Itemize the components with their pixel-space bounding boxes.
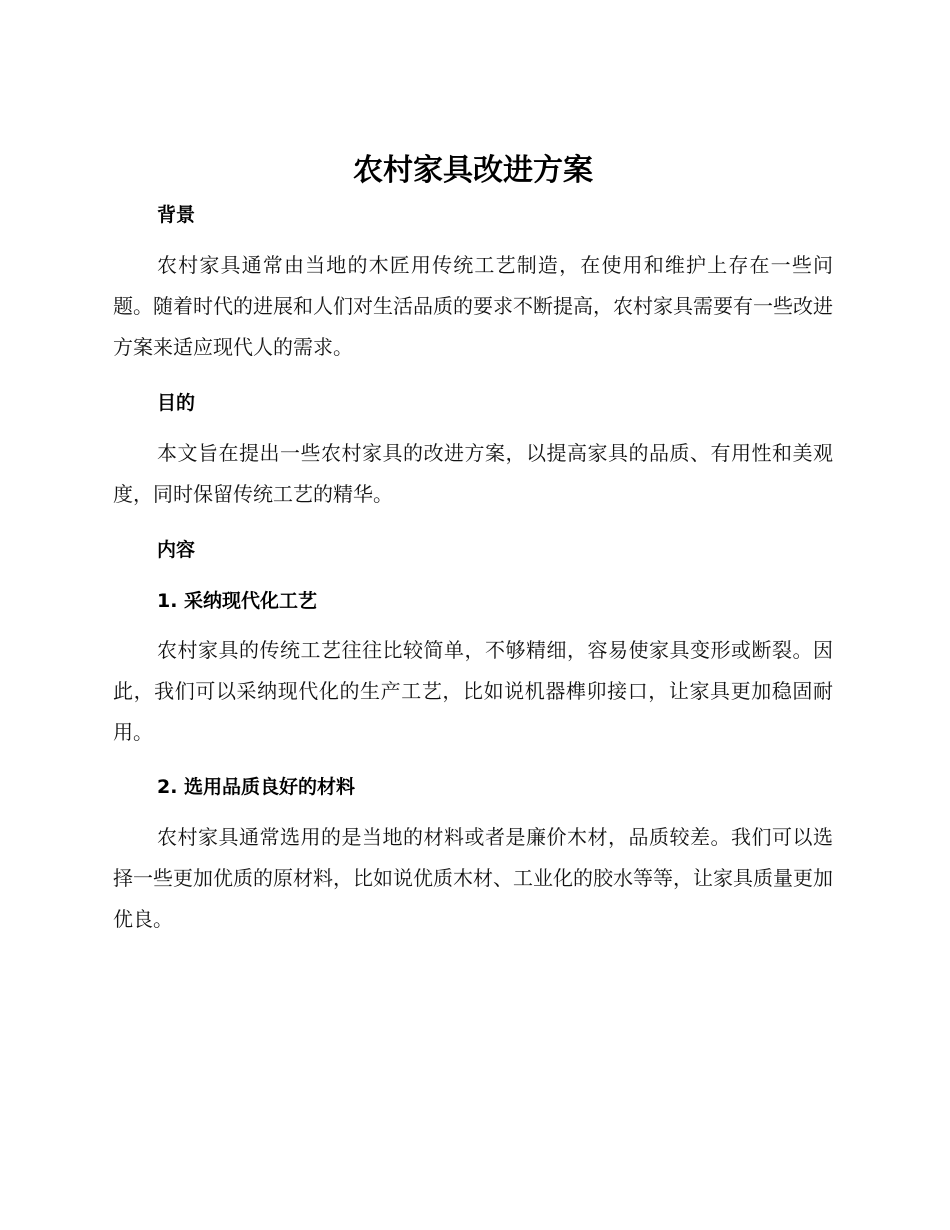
paragraph-purpose: 本文旨在提出一些农村家具的改进方案，以提高家具的品质、有用性和美观度，同时保留传统工艺的精华。: [113, 441, 833, 506]
paragraph-background: 农村家具通常由当地的木匠用传统工艺制造，在使用和维护上存在一些问题。随着时代的进展和人们对生活品质的要求不断提高，农村家具需要有一些改进方案来适应现代人的需求。: [113, 253, 833, 359]
section-heading-content: 内容: [157, 539, 196, 561]
subsection-heading-quality-materials: 2. 选用品质良好的材料: [157, 776, 356, 798]
document-title: 农村家具改进方案: [353, 153, 593, 188]
paragraph-quality-materials: 农村家具通常选用的是当地的材料或者是廉价木材，品质较差。我们可以选择一些更加优质的原材料，比如说优质木材、工业化的胶水等等，让家具质量更加优良。: [113, 825, 833, 931]
section-heading-background: 背景: [157, 204, 196, 226]
document-body: [113, 148, 833, 940]
paragraph-modern-craft: 农村家具的传统工艺往往比较简单，不够精细，容易使家具变形或断裂。因此，我们可以采纳现代化的生产工艺，比如说机器榫卯接口，让家具更加稳固耐用。: [113, 638, 833, 744]
section-heading-purpose: 目的: [157, 392, 196, 414]
subsection-heading-modern-craft: 1. 采纳现代化工艺: [157, 590, 318, 612]
